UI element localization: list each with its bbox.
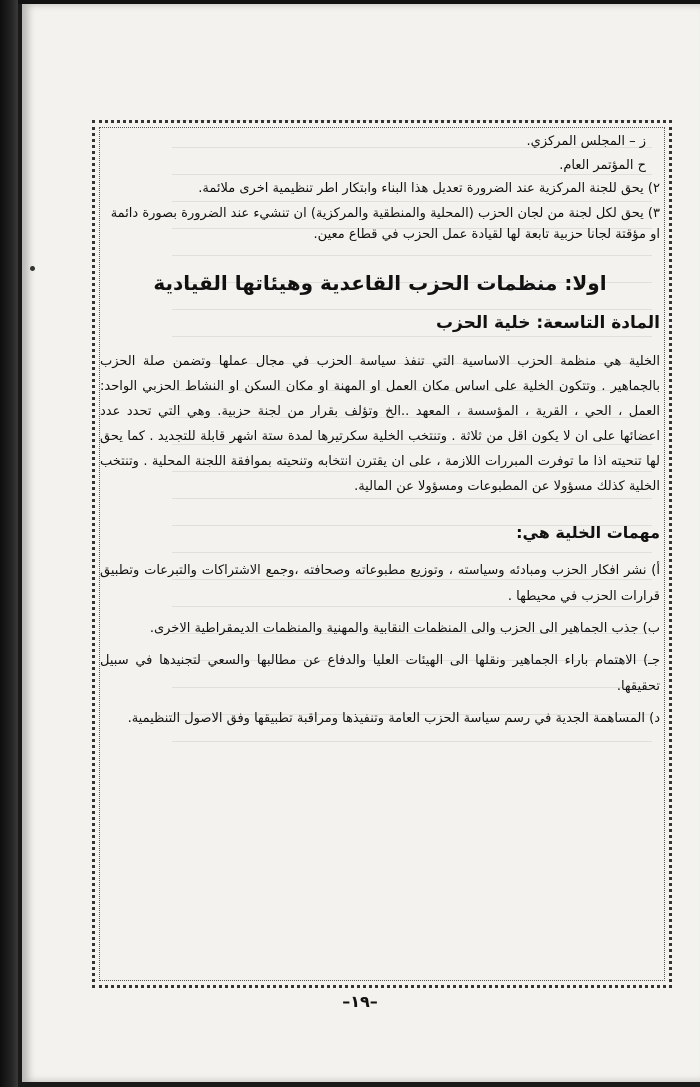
clause-item: ٢) يحق للجنة المركزية عند الضرورة تعديل هذا البناء وابتكار اطر تنظيمية اخرى ملائمة. bbox=[198, 181, 660, 196]
task-item: جـ) الاهتمام باراء الجماهير ونقلها الى الهيئات العليا والدفاع عن مطالبها والسعي لتجنيدها في سبيل تحقيقها. bbox=[100, 653, 660, 694]
section-title: اولا: منظمات الحزب القاعدية وهيئاتها القيادية bbox=[153, 271, 607, 295]
task-item: أ) نشر افكار الحزب ومبادئه وسياسته ، وتوزيع مطبوعاته وصحافته ،وجمع الاشتراكات والتبرعات وتطبيق قرارات الحزب في محيطها . bbox=[100, 563, 660, 604]
intro-item: ح المؤتمر العام. bbox=[559, 158, 646, 173]
intro-item: ز – المجلس المركزي. bbox=[526, 134, 646, 149]
article-title: المادة التاسعة: خلية الحزب bbox=[435, 313, 660, 333]
task-item: ب) جذب الجماهير الى الحزب والى المنظمات النقابية والمهنية والمنظمات الديمقراطية الاخرى. bbox=[149, 621, 660, 636]
page-content bbox=[100, 132, 660, 982]
margin-dot bbox=[30, 266, 35, 271]
scan-left-edge bbox=[0, 0, 18, 1087]
task-item: د) المساهمة الجدية في رسم سياسة الحزب العامة وتنفيذها ومراقبة تطبيقها وفق الاصول التنظيمية. bbox=[127, 711, 660, 726]
article-body: الخلية هي منظمة الحزب الاساسية التي تنفذ سياسة الحزب في مجال عملها وتضمن صلة الحزب بالجماهير . وتتكون الخلية على اساس مكان العمل او المهنة او مكان السكن او النشاط الحزبي الواحد: العمل ، الحي ، القرية ، المؤسسة ، المعهد ..الخ وتؤلف بقرار من لجنة حزبية. وهي التي تحدد عدد اعضائها على ان لا يكون اقل من ثلاثة . وتنتخب الخلية سكرتيرها لمدة ستة اشهر قابلة للتجديد . كما يحق لها تنحيته اذا ما توفرت المبررات اللازمة ، على ان يقترن انتخابه وتنحيته بموافقة اللجنة المحلية . وتنتخب الخلية كذلك مسؤولا عن المطبوعات ومسؤولا عن المالية. bbox=[100, 354, 660, 494]
tasks-heading: مهمات الخلية هي: bbox=[516, 523, 660, 542]
clause-item: ٣) يحق لكل لجنة من لجان الحزب (المحلية والمنطقية والمركزية) ان تنشيء عند الضرورة بصورة دائمة او مؤقتة لجانا حزبية تابعة لها لقيادة عمل الحزب في قطاع معين. bbox=[110, 206, 660, 242]
page-number: –١٩– bbox=[342, 992, 378, 1011]
